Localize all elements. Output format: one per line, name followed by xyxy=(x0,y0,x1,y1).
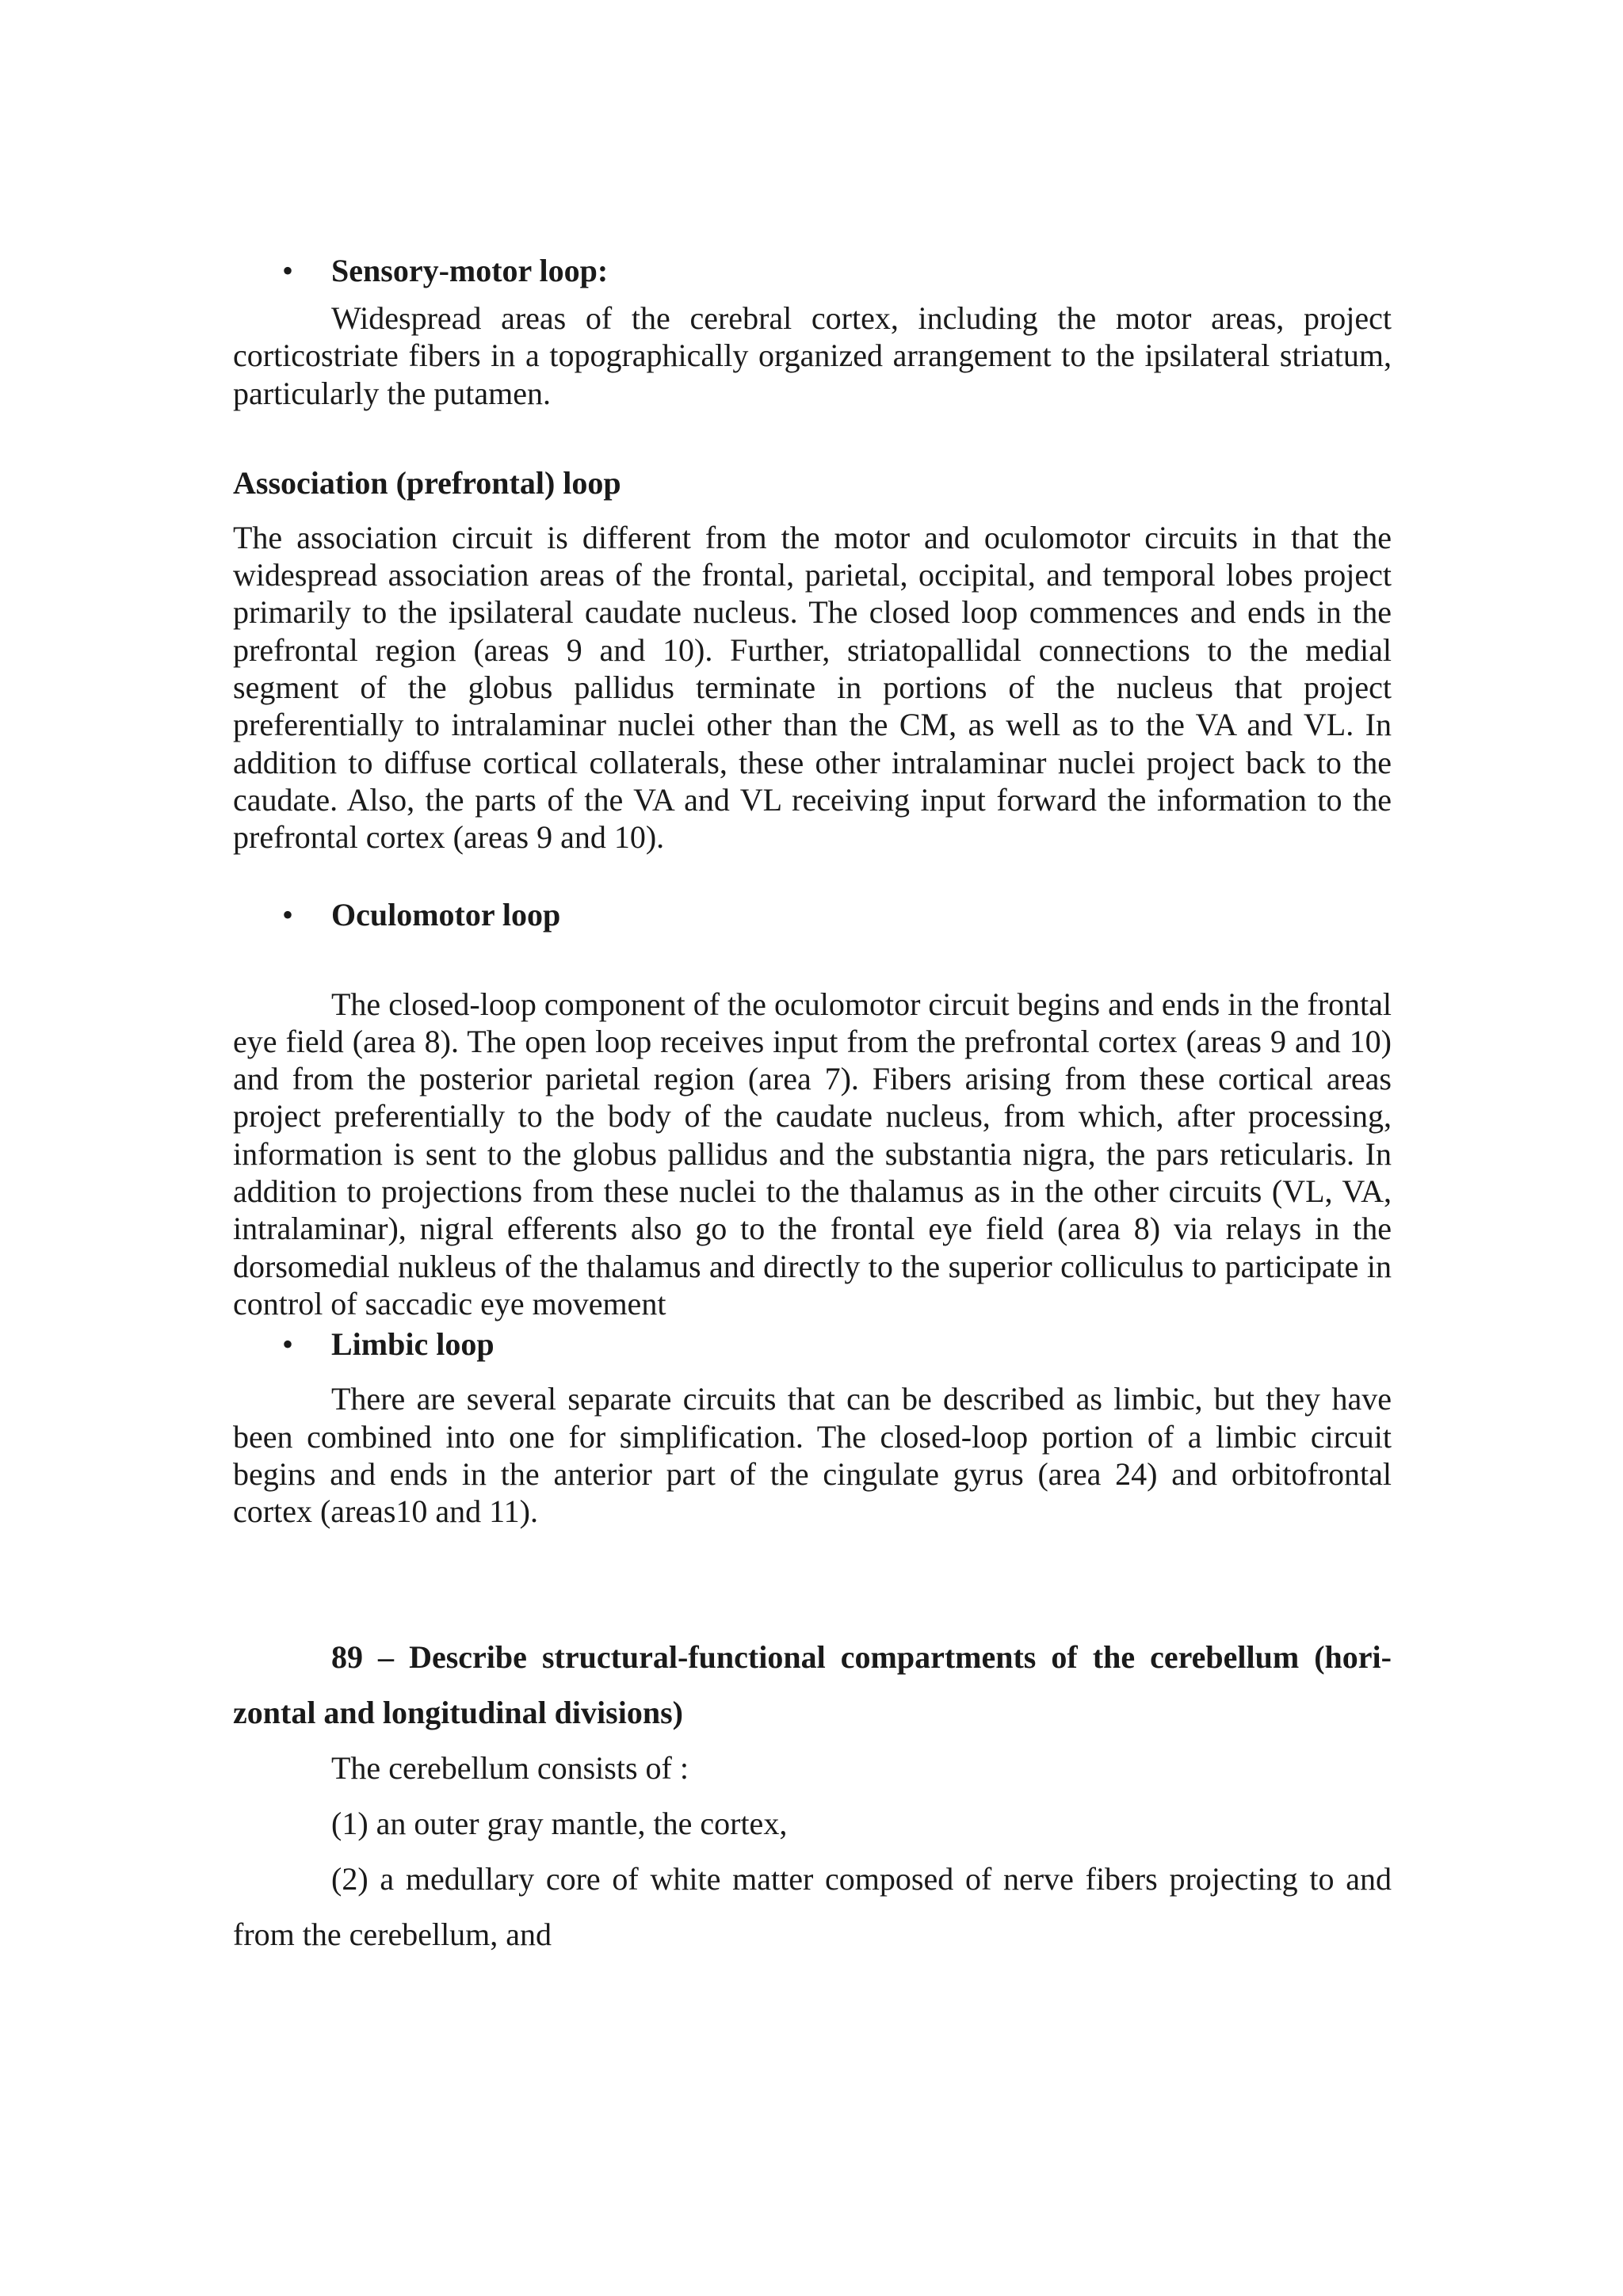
bullet-icon: • xyxy=(282,896,294,933)
question-item-2: (2) a medullary core of white matter composed of nerve fibers projecting to and from the cerebellum, and xyxy=(233,1861,1392,1953)
association-heading: Association (prefrontal) loop xyxy=(233,464,621,501)
oculomotor-paragraph: The closed-loop component of the oculomotor circuit begins and ends in the frontal eye field (area 8). The open loop receives input from the prefrontal cortex (areas 9 and 10) and from the posterior parietal region (area 7). Fibers arising from these cortical areas project preferentially to the body of the caudate nucleus, from which, after processing, information is sent to the globus pallidus and the substantia nigra, the pars reticularis. In addition to projections from these nuclei to the thalamus as in the other circuits (VL, VA, intralaminar), nigral efferents also go to the frontal eye field (area 8) via relays in the dorsomedial nukleus of the thalamus and directly to the superior colliculus to participate in control of saccadic eye movement xyxy=(233,986,1392,1322)
limbic-heading xyxy=(233,1325,1392,1363)
question-item-1: (1) an outer gray mantle, the cortex, xyxy=(331,1806,788,1842)
association-paragraph: The association circuit is different from the motor and oculomotor circuits in that the widespread association areas of the frontal, parietal, occipital, and temporal lobes project primarily to the ipsilateral caudate nucleus. The closed loop commences and ends in the prefrontal region (areas 9 and 10). Further, striatopallidal connections to the medial segment of the globus pallidus terminate in portions of the nucleus that project preferentially to intralaminar nuclei other than the CM, as well as to the VA and VL. In addition to diffuse cortical collaterals, these other intralaminar nuclei project back to the caudate. Also, the parts of the VA and VL receiving input forward the information to the prefrontal cortex (areas 9 and 10). xyxy=(233,519,1392,856)
bullet-icon: • xyxy=(282,253,294,288)
limbic-paragraph: There are several separate circuits that can be described as limbic, but they have been combined into one for simplification. The closed-loop portion of a limbic circuit begins and ends in the anterior part of the cingulate gyrus (area 24) and orbitofrontal cortex (areas10 and 11). xyxy=(233,1381,1392,1530)
oculomotor-heading xyxy=(233,896,1392,933)
question-title: 89 – Describe structural-functional compartments of the cerebellum (hori-zontal and longitudinal divisions) xyxy=(233,1639,1392,1731)
sensory-motor-heading xyxy=(233,252,1392,289)
document-page xyxy=(233,252,1392,1962)
oculomotor-heading-text: Oculomotor loop xyxy=(331,896,561,933)
sensory-motor-paragraph: Widespread areas of the cerebral cortex, including the motor areas, project corticostriate fibers in a topographically organized arrangement to the ipsilateral striatum, particularly the putamen. xyxy=(233,300,1392,411)
limbic-heading-text: Limbic loop xyxy=(331,1326,495,1363)
sensory-motor-heading-text: Sensory-motor loop: xyxy=(331,253,609,288)
question-intro: The cerebellum consists of : xyxy=(331,1750,689,1787)
bullet-icon: • xyxy=(282,1326,294,1363)
